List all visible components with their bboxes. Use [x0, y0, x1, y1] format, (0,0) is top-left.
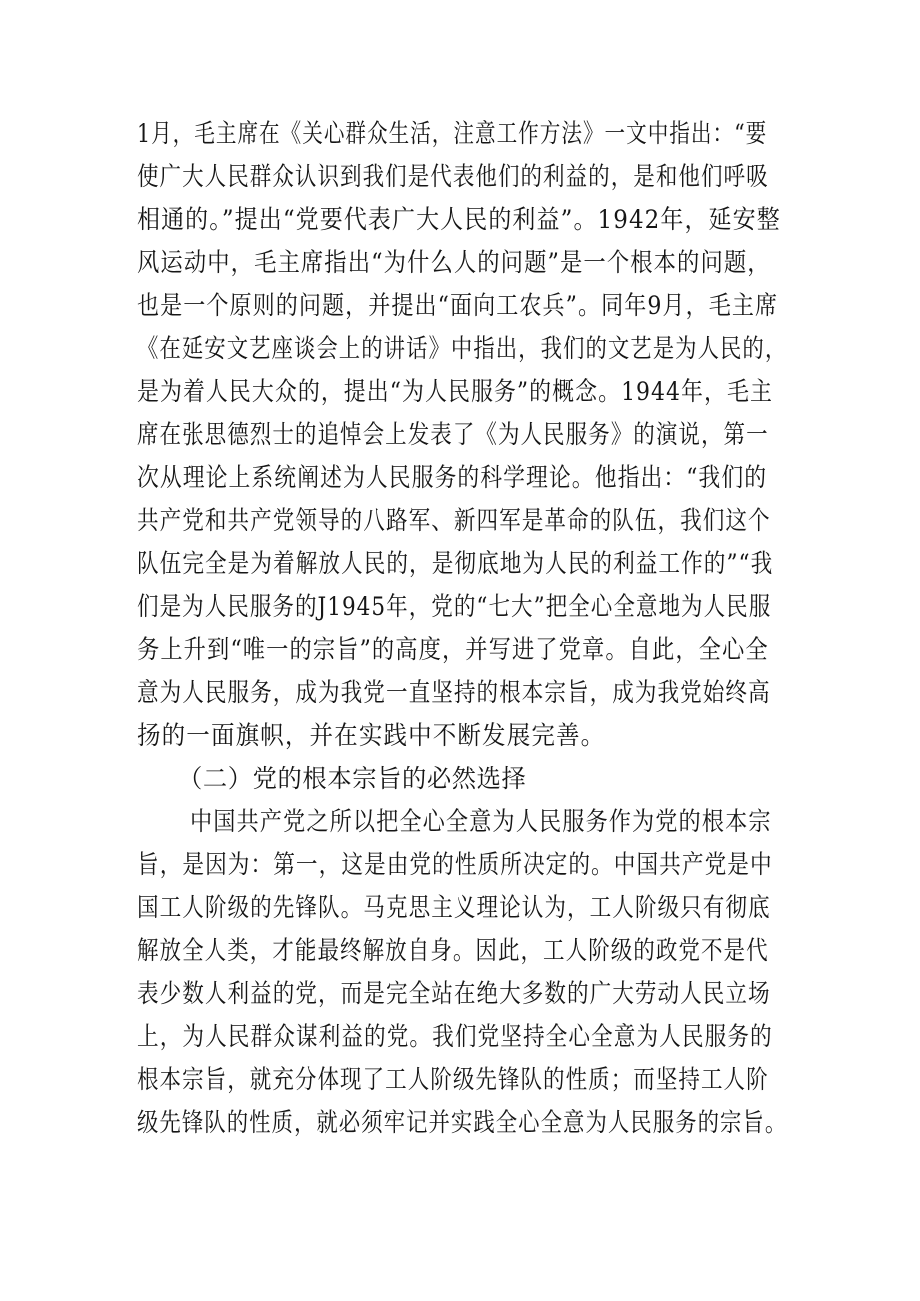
paragraph-1-line-3: 相通的。”提出“党要代表广大人民的利益”。1942年，延安整	[137, 205, 781, 235]
paragraph-2-line-1: 中国共产党之所以把全心全意为人民服务作为党的根本宗	[190, 807, 772, 837]
paragraph-1-line-9: 次从理论上系统阐述为人民服务的科学理论。他指出：“我们的	[137, 463, 768, 493]
paragraph-2-line-5: 表少数人利益的党，而是完全站在绝大多数的广大劳动人民立场	[137, 979, 771, 1009]
paragraph-1-line-1: 1月，毛主席在《关心群众生活，注意工作方法》一文中指出：“要	[137, 119, 768, 149]
paragraph-1-line-2: 使广大人民群众认识到我们是代表他们的利益的，是和他们呼吸	[137, 162, 769, 192]
paragraph-1-line-8: 席在张思德烈士的追悼会上发表了《为人民服务》的演说，第一	[137, 420, 769, 450]
paragraph-2-line-7: 根本宗旨，就充分体现了工人阶级先锋队的性质；而坚持工人阶	[137, 1065, 769, 1095]
paragraph-2-line-4: 解放全人类，才能最终解放自身。因此，工人阶级的政党不是代	[137, 936, 769, 966]
paragraph-2-line-3: 国工人阶级的先锋队。马克思主义理论认为，工人阶级只有彻底	[137, 893, 771, 923]
paragraph-1-line-12: 们是为人民服务的J1945年，党的“七大”把全心全意地为人民服	[137, 592, 772, 622]
section-heading: （二）党的根本宗旨的必然选择	[178, 764, 527, 793]
paragraph-1-line-14: 意为人民服务，成为我党一直坚持的根本宗旨，成为我党始终高	[137, 678, 771, 708]
paragraph-1-line-6: 《在延安文艺座谈会上的讲话》中指出，我们的文艺是为人民的，	[137, 334, 788, 364]
paragraph-2-line-2: 旨，是因为：第一，这是由党的性质所决定的。中国共产党是中	[137, 850, 773, 880]
paragraph-1-line-10: 共产党和共产党领导的八路军、新四军是革命的队伍，我们这个	[137, 506, 771, 536]
paragraph-1-line-4: 风运动中，毛主席指出“为什么人的问题”是一个根本的问题，	[137, 248, 771, 278]
paragraph-1-line-5: 也是一个原则的问题，并提出“面向工农兵”。同年9月，毛主席	[137, 291, 779, 321]
paragraph-2-line-8: 级先锋队的性质，就必须牢记并实践全心全意为人民服务的宗旨。	[137, 1108, 788, 1138]
paragraph-1-line-13: 务上升到“唯一的宗旨”的高度，并写进了党章。自此，全心全	[137, 635, 769, 665]
paragraph-1-line-15: 扬的一面旗帜，并在实践中不断发展完善。	[137, 721, 606, 751]
paragraph-2-line-6: 上，为人民群众谋利益的党。我们党坚持全心全意为人民服务的	[137, 1022, 773, 1052]
paragraph-1-line-7: 是为着人民大众的，提出“为人民服务”的概念。1944年，毛主	[137, 377, 773, 407]
paragraph-1-line-11: 队伍完全是为着解放人民的，是彻底地为人民的利益工作的”“我	[137, 549, 774, 579]
